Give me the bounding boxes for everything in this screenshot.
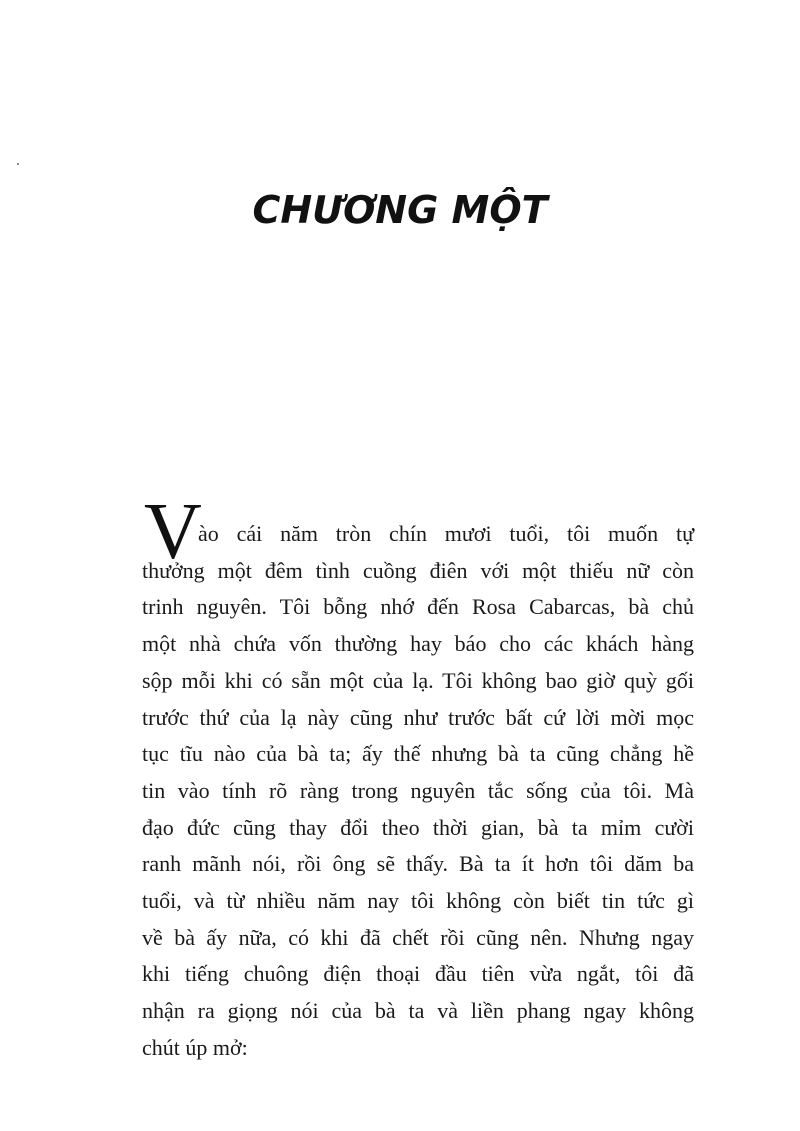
- text-line: ào cái năm tròn chín mươi tuổi, tôi muốn tự: [198, 521, 694, 546]
- text-line: một nhà chứa vốn thường hay báo cho các khách hàng: [142, 631, 694, 657]
- text-line: tuổi, và từ nhiều năm nay tôi không còn biết tin tức gì: [142, 888, 694, 914]
- text-line: trước thứ của lạ này cũng như trước bất cứ lời mời mọc: [142, 704, 694, 730]
- scan-speck: [17, 163, 19, 165]
- text-line: nhận ra giọng nói của bà ta và liền phang ngay không: [142, 998, 694, 1024]
- text-line: chút úp mở:: [142, 1034, 248, 1060]
- text-line: sộp mỗi khi có sẵn một của lạ. Tôi không bao giờ quỳ gối: [142, 667, 694, 693]
- text-line: về bà ấy nữa, có khi đã chết rồi cũng nên. Nhưng ngay: [142, 924, 694, 950]
- chapter-title: CHƯƠNG MỘT: [252, 188, 548, 232]
- text-line: thưởng một đêm tình cuồng điên với một thiếu nữ còn: [142, 557, 694, 583]
- text-line: tin vào tính rõ ràng trong nguyên tắc sống của tôi. Mà: [142, 777, 694, 803]
- text-line: trinh nguyên. Tôi bỗng nhớ đến Rosa Cabarcas, bà chủ: [142, 594, 694, 620]
- drop-cap: V: [144, 488, 202, 576]
- text-line: tục tĩu nào của bà ta; ấy thế nhưng bà ta cũng chẳng hề: [142, 741, 694, 767]
- text-line: ranh mãnh nói, rồi ông sẽ thấy. Bà ta ít hơn tôi dăm ba: [142, 851, 694, 877]
- text-line: đạo đức cũng thay đổi theo thời gian, bà ta mỉm cười: [142, 814, 694, 840]
- body-text: [142, 488, 694, 1067]
- text-line: khi tiếng chuông điện thoại đầu tiên vừa ngắt, tôi đã: [142, 961, 694, 987]
